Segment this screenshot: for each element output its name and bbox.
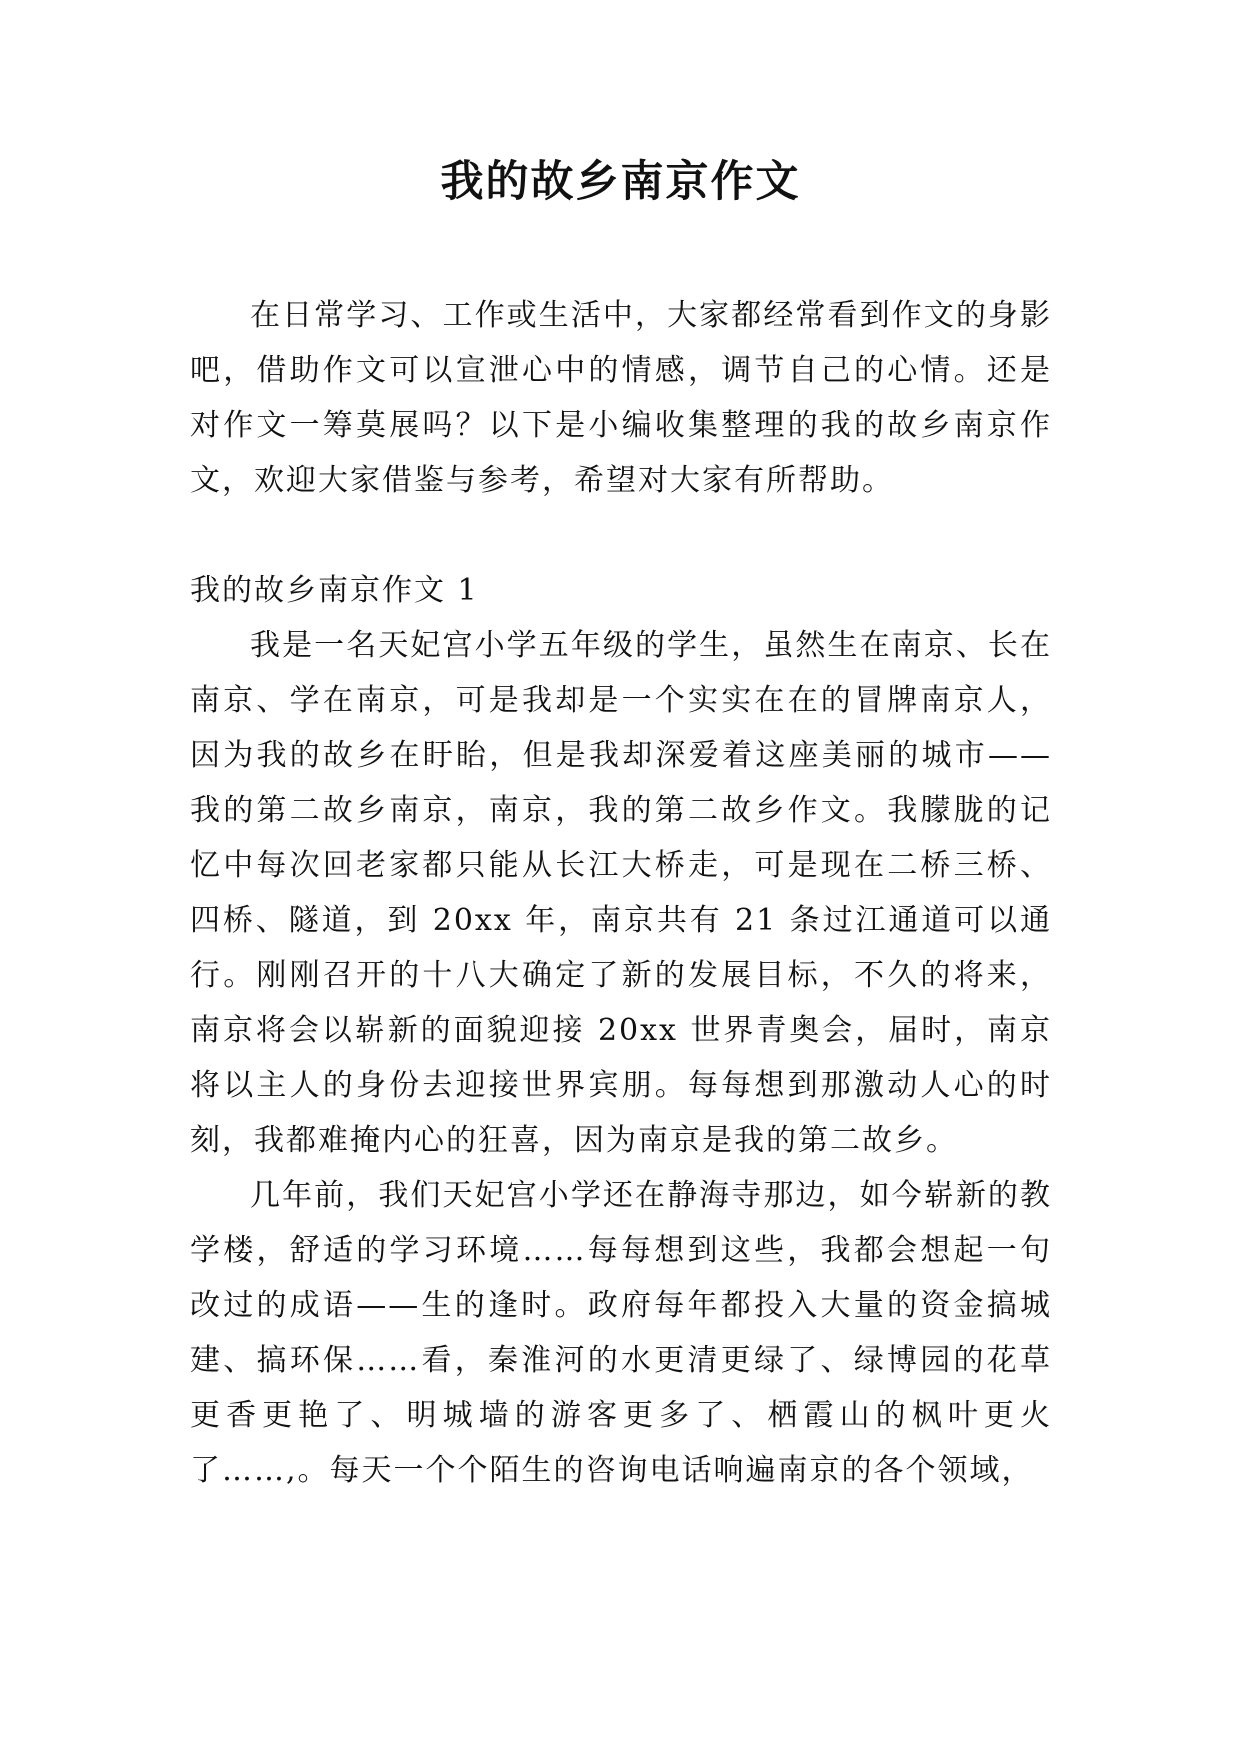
section-heading: 我的故乡南京作文 1: [190, 573, 479, 608]
body-paragraph-1: 我是一名天妃宫小学五年级的学生，虽然生在南京、长在南京、学在南京，可是我却是一个实实在在的冒牌南京人，因为我的故乡在盱眙，但是我却深爱着这座美丽的城市——我的第二故乡南京，南京，我的第二故乡作文。我朦胧的记忆中每次回老家都只能从长江大桥走，可是现在二桥三桥、四桥、隧道，到 20xx 年，南京共有 21 条过江通道可以通行。刚刚召开的十八大确定了新的发展目标，不久的将来，南京将会以崭新的面貌迎接 20xx 世界青奥会，届时，南京将以主人的身份去迎接世界宾朋。每每想到那激动人心的时刻，我都难掩内心的狂喜，因为南京是我的第二故乡。: [190, 628, 1052, 1158]
intro-paragraph: 在日常学习、工作或生活中，大家都经常看到作文的身影吧，借助作文可以宣泄心中的情感，调节自己的心情。还是对作文一筹莫展吗？以下是小编收集整理的我的故乡南京作文，欢迎大家借鉴与参考，希望对大家有所帮助。: [190, 298, 1052, 498]
document-title: 我的故乡南京作文: [440, 157, 801, 207]
body-paragraph-2: 几年前，我们天妃宫小学还在静海寺那边，如今崭新的教学楼，舒适的学习环境……每每想到这些，我都会想起一句改过的成语——生的逢时。政府每年都投入大量的资金搞城建、搞环保……看，秦淮河的水更清更绿了、绿博园的花草更香更艳了、明城墙的游客更多了、栖霞山的枫叶更火了……,。每天一个个陌生的咨询电话响遍南京的各个领域，: [190, 1178, 1052, 1488]
document-body: [190, 288, 1052, 1498]
